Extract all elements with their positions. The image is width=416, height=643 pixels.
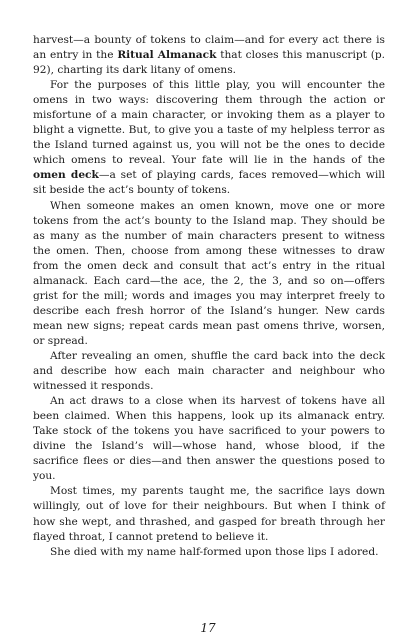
paragraph — [33, 78, 385, 198]
text-run: —a set of playing cards, faces removed—which will sit beside the act’s bounty of tokens. — [33, 169, 386, 197]
paragraph — [33, 484, 385, 544]
text-run: After revealing an omen, shuffle the card back into the deck and describe how each main character and neighbour who witnessed it responds. — [33, 349, 385, 393]
page-body — [33, 33, 385, 560]
paragraph — [33, 33, 385, 78]
text-run: For the purposes of this little play, you will encounter the omens in two ways: discovering them through the action or misfortune of a main character, or invoking them as a player to blight a vignette. But, to give you a taste of my helpless terror as the Island turned against us, you will not be the ones to decide which omens to reveal. Your fate will lie in the hands of the — [33, 79, 385, 167]
text-run: She died with my name half-formed upon those lips I adored. — [50, 545, 379, 558]
paragraph — [33, 545, 385, 560]
paragraph — [33, 349, 385, 394]
bold-term: Ritual Almanack — [117, 49, 217, 62]
paragraph — [33, 199, 385, 349]
text-run: An act draws to a close when its harvest of tokens have all been claimed. When this happens, look up its almanack entry. Take stock of the tokens you have sacrificed to your powers to divine the Island’s will—whose hand, whose blood, if the sacrifice flees or dies—and then answer the questions posed to you. — [33, 395, 385, 483]
text-run: When someone makes an omen known, move one or more tokens from the act’s bounty to the Island map. They should be as many as the number of main characters present to witness the omen. Then, choose from among these witnesses to draw from the omen deck and consult that act’s entry in the ritual almanack. Each card—the ace, the 2, the 3, and so on—offers grist for the mill; words and images you may interpret freely to describe each fresh horror of the Island’s hunger. New cards mean new signs; repeat cards mean past omens thrive, worsen, or spread. — [33, 199, 385, 347]
text-run: Most times, my parents taught me, the sacrifice lays down willingly, out of love for their neighbours. But when I think of how she wept, and thrashed, and gasped for breath through her flayed throat, I cannot pretend to believe it. — [33, 485, 385, 543]
text-run: that closes this manuscript (p. 92), charting its dark litany of omens. — [33, 49, 385, 77]
paragraph — [33, 394, 385, 484]
page-number: 17 — [200, 621, 216, 635]
bold-term: omen deck — [33, 169, 99, 182]
text-run: harvest—a bounty of tokens to claim—and for every act there is an entry in the — [33, 34, 385, 62]
